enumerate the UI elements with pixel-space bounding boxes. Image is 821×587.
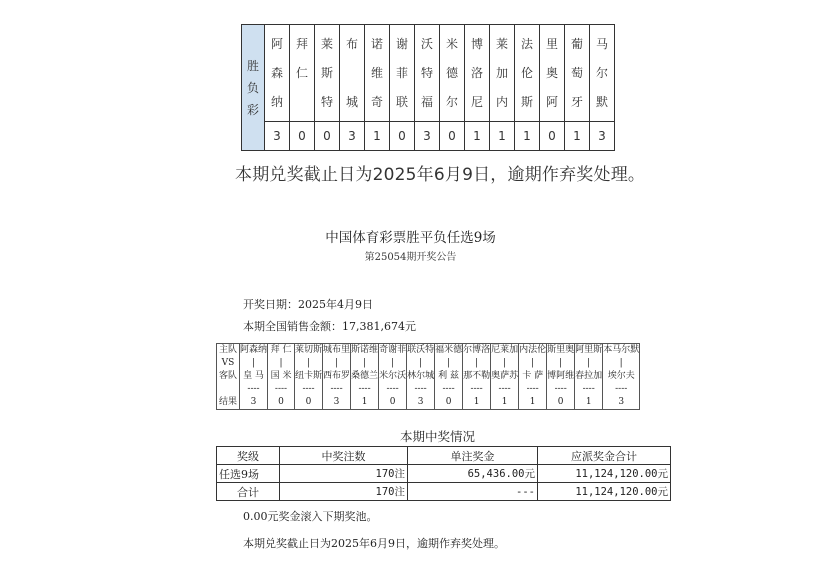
- match-results-table: [216, 343, 640, 410]
- match-cell: [435, 344, 462, 409]
- match-home: 本马尔默: [603, 345, 640, 355]
- match-vs: |: [475, 358, 479, 368]
- announcement-title: 中国体育彩票胜平负任选9场: [325, 230, 496, 246]
- match-vs: |: [307, 358, 311, 368]
- team-cell: 葡 萄 牙: [565, 25, 590, 122]
- match-cell: [351, 344, 378, 409]
- match-cell: [575, 344, 602, 409]
- prize-header-level: 奖级: [217, 447, 280, 465]
- match-vs: |: [279, 358, 283, 368]
- match-cell: [547, 344, 574, 409]
- match-sep: ----: [498, 384, 511, 394]
- header-char: 胜: [246, 58, 259, 73]
- match-sep: ----: [526, 384, 539, 394]
- prize-level: 任选9场: [217, 465, 280, 483]
- match-vs: |: [447, 358, 451, 368]
- match-cell: [603, 344, 639, 409]
- prize-count: 170注: [280, 483, 408, 501]
- match-away: 奥萨苏: [491, 371, 519, 381]
- match-away: 林尔城: [407, 371, 435, 381]
- result-cell: 3: [340, 122, 365, 151]
- header-char: 负: [246, 80, 259, 95]
- match-vs: |: [391, 358, 395, 368]
- match-vs: |: [335, 358, 339, 368]
- match-away: 西布罗: [323, 371, 351, 381]
- match-cell: [268, 344, 294, 409]
- match-result: 0: [305, 397, 312, 407]
- result-cell: 0: [540, 122, 565, 151]
- match-cell: [463, 344, 490, 409]
- match-away: 春拉加: [575, 371, 603, 381]
- match-cell: [240, 344, 267, 409]
- result-cell: 1: [490, 122, 515, 151]
- match-result: 1: [529, 397, 536, 407]
- team-cell: 法 伦 斯: [515, 25, 540, 122]
- match-result: 3: [333, 397, 340, 407]
- match-column: [519, 344, 547, 410]
- match-home: 尔博洛: [463, 345, 491, 355]
- match-column: [603, 344, 640, 410]
- match-cell: [379, 344, 406, 409]
- table-row: [217, 465, 671, 483]
- match-result: 1: [501, 397, 508, 407]
- match-sep: ----: [247, 384, 260, 394]
- match-result: 0: [557, 397, 564, 407]
- prize-table: [216, 446, 671, 501]
- match-result: 0: [278, 397, 284, 407]
- lottery-results-table: [241, 24, 615, 151]
- match-home: 斯里奥: [547, 345, 575, 355]
- team-cell: 里 奥 阿: [540, 25, 565, 122]
- match-cell: [491, 344, 518, 409]
- match-cell: [407, 344, 434, 409]
- match-column: [268, 344, 295, 410]
- match-result: 3: [417, 397, 424, 407]
- row-label-result: 结果: [218, 397, 237, 407]
- sales-amount: 本期全国销售金额：17,381,674元: [243, 320, 416, 333]
- match-vs: |: [559, 358, 563, 368]
- row-label-sep: [227, 383, 230, 396]
- match-result: 1: [473, 397, 480, 407]
- result-cell: 3: [265, 122, 290, 151]
- redemption-deadline-notice: 本期兑奖截止日为2025年6月9日，逾期作弃奖处理。: [235, 165, 646, 185]
- table-row: [217, 483, 671, 501]
- match-result: 0: [445, 397, 452, 407]
- match-column: [575, 344, 603, 410]
- prize-header-count: 中奖注数: [280, 447, 408, 465]
- match-away: 博阿维: [547, 371, 575, 381]
- match-result: 3: [618, 397, 625, 407]
- team-cell: 米 德 尔: [440, 25, 465, 122]
- match-column: [407, 344, 435, 410]
- match-away: 米尔沃: [379, 371, 407, 381]
- match-sep: ----: [358, 384, 371, 394]
- match-sep: ----: [414, 384, 427, 394]
- match-away: 桑德兰: [351, 371, 379, 381]
- match-column: [240, 344, 268, 410]
- match-sep: ----: [330, 384, 343, 394]
- result-cell: 3: [590, 122, 615, 151]
- row-label-vs: VS: [221, 358, 235, 368]
- match-home: 城布里: [323, 345, 351, 355]
- match-away: 纽卡斯: [295, 371, 323, 381]
- team-cell: 沃 特 福: [415, 25, 440, 122]
- match-column: [463, 344, 491, 410]
- result-cell: 0: [440, 122, 465, 151]
- match-home: 莱切斯: [295, 345, 323, 355]
- match-home: 斯诺维: [351, 345, 379, 355]
- announcement-subtitle: 第25054期开奖公告: [364, 252, 457, 263]
- match-vs: |: [619, 358, 623, 368]
- match-vs: |: [587, 358, 591, 368]
- result-cell: 0: [390, 122, 415, 151]
- match-column: [547, 344, 575, 410]
- row-label-home: 主队: [218, 345, 237, 355]
- match-home: 奇谢菲: [379, 345, 407, 355]
- match-sep: ----: [274, 384, 288, 394]
- team-cell: 布 城: [340, 25, 365, 122]
- match-sep: ----: [554, 384, 567, 394]
- match-away: 埃尔夫: [607, 371, 635, 381]
- match-home: 尼莱加: [491, 345, 519, 355]
- match-column: [323, 344, 351, 410]
- prize-unit-amount: ---: [408, 483, 538, 501]
- team-cell: 拜 仁: [290, 25, 315, 122]
- header-char: 彩: [246, 102, 259, 117]
- prize-total-amount: 11,124,120.00元: [538, 465, 671, 483]
- match-result: 1: [361, 397, 368, 407]
- match-result: 1: [585, 397, 592, 407]
- result-cell: 1: [365, 122, 390, 151]
- match-home: 内法伦: [519, 345, 547, 355]
- team-cell: 阿 森 纳: [265, 25, 290, 122]
- prize-unit-amount: 65,436.00元: [408, 465, 538, 483]
- team-cell: 马 尔 默: [590, 25, 615, 122]
- team-cell: 谢 菲 联: [390, 25, 415, 122]
- result-cell: 0: [315, 122, 340, 151]
- match-sep: ----: [442, 384, 455, 394]
- match-column: [295, 344, 323, 410]
- match-sep: ----: [470, 384, 483, 394]
- team-cell: 莱 加 内: [490, 25, 515, 122]
- prize-header-unit: 单注奖金: [408, 447, 538, 465]
- match-home: 阿森纳: [240, 345, 268, 355]
- match-vs: |: [419, 358, 423, 368]
- draw-date: 开奖日期：2025年4月9日: [243, 298, 373, 311]
- row-labels-cell: [217, 344, 240, 410]
- match-home: 联沃特: [407, 345, 435, 355]
- match-sep: ----: [302, 384, 315, 394]
- match-cell: [323, 344, 350, 409]
- result-cell: 1: [515, 122, 540, 151]
- match-result: 0: [389, 397, 396, 407]
- match-sep: ----: [615, 384, 628, 394]
- match-home: 拜 仁: [270, 345, 292, 355]
- match-away: 皇 马: [243, 371, 264, 381]
- match-home: 福米德: [435, 345, 463, 355]
- match-home: 阿里斯: [575, 345, 603, 355]
- result-cell: 1: [465, 122, 490, 151]
- prize-header-total: 应派奖金合计: [538, 447, 671, 465]
- match-away: 那不勒: [463, 371, 491, 381]
- result-cell: 1: [565, 122, 590, 151]
- team-cell: 博 洛 尼: [465, 25, 490, 122]
- result-cell: 0: [290, 122, 315, 151]
- team-cell: 莱 斯 特: [315, 25, 340, 122]
- result-cell: 3: [415, 122, 440, 151]
- match-away: 卡 萨: [522, 371, 544, 381]
- match-vs: |: [503, 358, 507, 368]
- match-sep: ----: [386, 384, 399, 394]
- match-column: [491, 344, 519, 410]
- row-label-away: 客队: [218, 371, 237, 381]
- prize-count: 170注: [280, 465, 408, 483]
- match-cell: [519, 344, 546, 409]
- deadline-note: 本期兑奖截止日为2025年6月9日，逾期作弃奖处理。: [243, 537, 505, 550]
- match-cell: [295, 344, 322, 409]
- match-vs: |: [251, 358, 256, 368]
- match-away: 利 兹: [438, 371, 460, 381]
- match-result: 3: [250, 397, 257, 407]
- match-vs: |: [363, 358, 367, 368]
- table-header-cell: [242, 25, 265, 151]
- match-column: [379, 344, 407, 410]
- prize-total-amount: 11,124,120.00元: [538, 483, 671, 501]
- rollover-note: 0.00元奖金滚入下期奖池。: [243, 510, 378, 523]
- match-column: [435, 344, 463, 410]
- match-away: 国 米: [270, 371, 292, 381]
- match-column: [351, 344, 379, 410]
- prize-section-title: 本期中奖情况: [400, 429, 476, 444]
- match-sep: ----: [582, 384, 595, 394]
- team-cell: 诺 维 奇: [365, 25, 390, 122]
- prize-level: 合计: [217, 483, 280, 501]
- match-vs: |: [531, 358, 535, 368]
